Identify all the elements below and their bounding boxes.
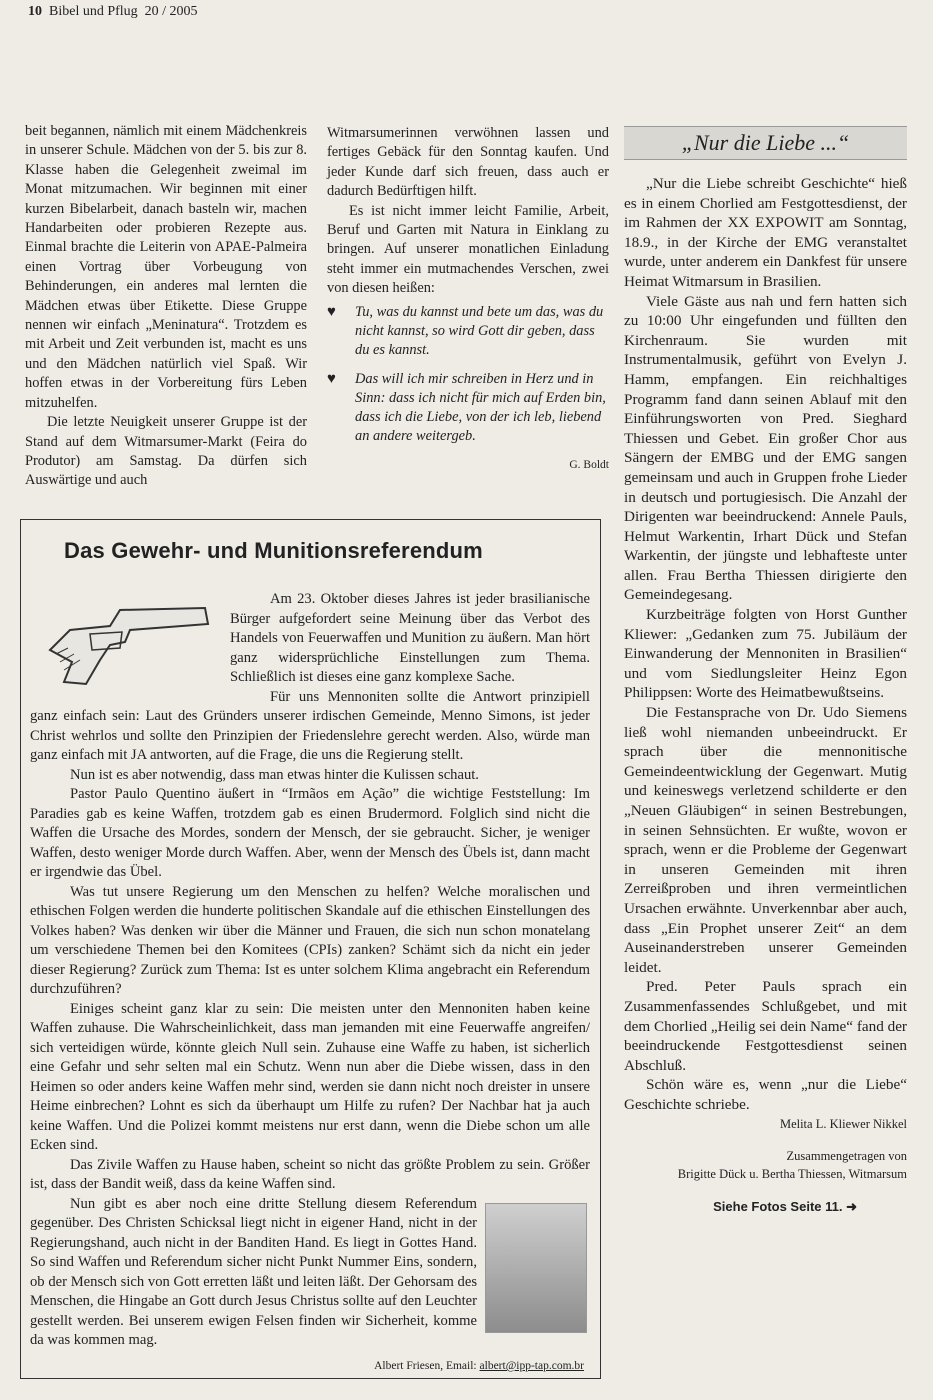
column-3: [624, 126, 907, 1216]
revolver-illustration: [30, 590, 230, 695]
verse: [327, 303, 609, 360]
paragraph: Schön wäre es, wenn „nur die Liebe“ Geschichte schriebe.: [624, 1076, 907, 1113]
paragraph: Was tut unsere Regierung um den Menschen zu helfen? Welche moralischen und ethischen Folgen werden die hunderte politischen Skandale auf die ethischen Einstellungen des Volkes haben? Was denken wir über die Männer und Frauen, die sich nun schon monatelang um verschiedene Themen bei den Komitees (CPIs) zanken? Schämt sich da nicht ein jeder dieser Regierung? Zurück zum Thema: Ist es unter solchem Klima angebracht ein Referendum durchzuführen?: [30, 883, 590, 997]
signature: Melita L. Kliewer Nikkel: [779, 1116, 907, 1131]
verse-text: Das will ich mir schreiben in Herz und in Sinn: dass ich nicht für mich auf Erden bin, dass ich die Liebe, von der ich leb, liebend an andere weitergeb.: [355, 370, 606, 444]
paragraph: Pred. Peter Pauls sprach ein Zusammenfassendes Schlußgebet, und mit dem Chorlied „Heilig sei dein Name“ fand der beeindruckende Festgottesdienst seinen Abschluß.: [624, 978, 907, 1074]
paragraph: Nun gibt es aber noch eine dritte Stellung diesem Referendum gegenüber. Des Christen Schicksal liegt nicht in eigener Hand, nicht in der Regierungshand, auch nicht in der Banditen Hand. Es liegt in Gottes Hand. So sind Waffen und Referendum sicher nicht Punkt Nummer Eins, sondern, ob der Mensch sich von Gott erretten läßt und leiten läßt. Der Gehorsam des Menschen, die Hingabe an Gott durch Jesus Christus sollte auf den Leuchter gestellt werden. Bei unserem ewigen Felsen finden wir Sicherheit, komme da was kommen mag.: [30, 1195, 477, 1348]
column-1: [25, 122, 307, 491]
paragraph: Die Festansprache von Dr. Udo Siemens ließ wohl niemanden unbeeindruckt. Er sprach über die mennonitische Gemeindeentwicklung der Gegenwart. Mutig und keineswegs verletzend schilderte er den „Neuen Gläubigen“ in seinen Bestrebungen, in seinen Sehnsüchten. Er wußte, wovon er sprach, wenn er die Probleme der Gegenwart in unseren Gemeinden mit ihren Zerreißproben und ihren vermeintlichen Ursachen erwähnte. Unverkennbar aber auch, dass „Ein Prophet unserer Zeit“ an dem Auseinanderstreben unserer Gemeinden leidet.: [624, 704, 907, 976]
paragraph: Das Zivile Waffen zu Hause haben, scheint so nicht das größte Problem zu sein. Größer ist, dass der Bandit weiß, dass da keine Waffen sind.: [30, 1156, 590, 1192]
heart-icon: ♥: [327, 303, 336, 320]
compiled-by-names: Brigitte Dück u. Bertha Thiessen, Witmarsum: [677, 1166, 907, 1181]
author-email-link[interactable]: albert@ipp-tap.com.br: [479, 1360, 584, 1372]
paragraph: Es ist nicht immer leicht Familie, Arbeit, Beruf und Garten mit Natura in Einklang zu bringen. Auf unserer monatlichen Einladung steht immer ein mutmachendes Verschen, zwei von diesen heißen:: [327, 202, 609, 297]
see-photos-link[interactable]: [624, 1197, 907, 1217]
paragraph: Kurzbeiträge folgten von Horst Gunther Kliewer: „Gedanken zum 75. Jubiläum der Einwanderung der Mennoniten in Brasilien“ und vom Siedlungsleiter Heinz Egon Philippsen: Worte des Heimatbewußtseins.: [624, 606, 907, 702]
paragraph: Für uns Mennoniten sollte die Antwort prinzipiell ganz einfach sein: Laut des Gründers unserer irdischen Gemeinde, Menno Simons, ist jeder Christ wehrlos und sollte den Prinzipien der Friedenslehre gerecht werden. Also, würde man ganz einfach mit JA antworten, auf die Frage, die uns die Regierung stellt.: [30, 688, 590, 763]
portrait-photo: [485, 1203, 587, 1333]
author-line: [374, 1360, 584, 1372]
paragraph: Viele Gäste aus nah und fern hatten sich zu 10:00 Uhr eingefunden und füllten den Kirchenraum. Sie wurden mit Instrumentalmusik, geführt von Evelyn J. Hamm, empfangen. Ein reichhaltiges Programm fand dann seinen Ablauf mit den Einführungsworten von Pred. Sieghard Thiessen und Gebet. Ein großer Chor aus Sängern der EMBG und der EMG sangen gemeinsam und auch in Gruppen frohe Lieder in deutsch und portugiesisch. Die Anzahl der Dirigenten war beeindruckend: Annele Pauls, Helmut Warkentin, Irhart Dück und Stefan Warkentin, der jüngste und lebhafteste unter allen. Frau Bertha Thiessen dirigierte den Gemeindegesang.: [624, 292, 907, 604]
page-header: [28, 4, 198, 20]
paragraph: Nun ist es aber notwendig, dass man etwas hinter die Kulissen schaut.: [70, 766, 479, 783]
verse-text: Tu, was du kannst und bete um das, was du nicht kannst, so wird Gott dir geben, dass du es kannst.: [355, 303, 604, 358]
paragraph: Die letzte Neuigkeit unserer Gruppe ist der Stand auf dem Witmarsumer-Markt (Feira do Produtor) am Samstag. Da dürfen sich Auswärtige und auch: [25, 414, 307, 489]
paragraph: Pastor Paulo Quentino äußert in “Irmãos em Ação” die wichtige Feststellung: Im Paradies gab es keine Waffen, trotzdem gab es einen Brudermord. Folglich sind nicht die Waffen die Ursache des Mordes, sondern der Mensch, der sie gebraucht. Sicher, je weniger Waffen, desto weniger Morde durch Waffen. Aber, wenn der Mensch des Übels ist, dann macht er irgendwie das Übel.: [30, 786, 590, 880]
publication-name: Bibel und Pflug: [49, 4, 138, 19]
verse: [327, 370, 609, 446]
see-photos-text: Siehe Fotos Seite 11.: [713, 1198, 843, 1214]
article-body: [30, 590, 590, 1351]
revolver-icon: [30, 590, 220, 690]
paragraph: Am 23. Oktober dieses Jahres ist jeder brasilianische Bürger aufgefordert seine Meinung über das Verbot des Handels von Feuerwaffen und Munition zu äußern. Man hört ganz widersprüchliche Einstellungen zum Thema. Schließlich ist dieses eine ganz komplexe Sache.: [230, 591, 590, 685]
heart-icon: ♥: [327, 370, 336, 387]
author-photo: [485, 1203, 590, 1337]
author-name: Albert Friesen, Email:: [374, 1360, 477, 1372]
paragraph: beit begannen, nämlich mit einem Mädchenkreis in unserer Schule. Mädchen von der 5. bis zur 8. Klasse haben die Gelegenheit zweimal im Monat mitzumachen. Wir beginnen mit einer kurzen Bibelarbeit, danach basteln wir, machen Handarbeiten oder probieren Rezepte aus. Einmal brachte die Leiterin von APAE-Palmeira einen Vortrag über Vorbeugung von Behinderungen, ein anderes mal lernten die Mädchen etwas über Etikette. Diese Gruppe nennen wir einfach „Meninatura“. Trotzdem es mit Arbeit und Zeit verbunden ist, macht es uns und den Mädchen natürlich viel Spaß. Wir hoffen etwas in der Vorbereitung fürs Leben mitzuhelfen.: [25, 123, 307, 411]
paragraph: Einiges scheint ganz klar zu sein: Die meisten unter den Mennoniten haben keine Waffen zuhause. Die Wahrscheinlichkeit, dass man jemanden mit eine Feuerwaffe angreifen/ sich verteidigen würde, könnte gleich Null sein. Zuhause eine Waffe zu haben, ist sicherlich eine Gefahr und sehr selten mal ein Schutz. Wenn nun aber die Diebe wissen, dass in den Heimen so oder anders keine Waffen mehr sind, werden sie dann nicht noch dreister in unsere Heime einbrechen? Lohnt es sich da überhaupt um Hilfe zu rufen? Der Nachbar hat ja auch keine Waffen. Und die Polizei kommt meistens nur erst dann, wenn die Diebe schon um alle Ecken sind.: [30, 1000, 590, 1153]
page-number: 10: [28, 4, 42, 19]
paragraph: „Nur die Liebe schreibt Geschichte“ hieß es in einem Chorlied am Festgottesdienst, der im Rahmen der XX EXPOWIT am Sonntag, 18.9., in der Kirche der EMG veranstaltet wurde, unter anderem ein Dankfest für unsere Heimat Witmarsum in Brasilien.: [624, 175, 907, 290]
issue-number: 20 / 2005: [144, 4, 198, 19]
column-2: [327, 124, 609, 475]
article-title: „Nur die Liebe ...“: [624, 126, 907, 160]
arrow-right-icon: ➜: [846, 1198, 857, 1214]
referendum-article-box: [20, 519, 601, 1379]
compiled-by-label: Zusammengetragen von: [786, 1148, 907, 1163]
signature: G. Boldt: [569, 458, 609, 471]
article-title: Das Gewehr- und Munitionsreferendum: [64, 538, 483, 563]
paragraph: Witmarsumerinnen verwöhnen lassen und fertiges Gebäck für den Sonntag kaufen. Und jeder Kunde darf sich freuen, dass auch er dadurch Bedürftigen hilft.: [327, 125, 609, 200]
